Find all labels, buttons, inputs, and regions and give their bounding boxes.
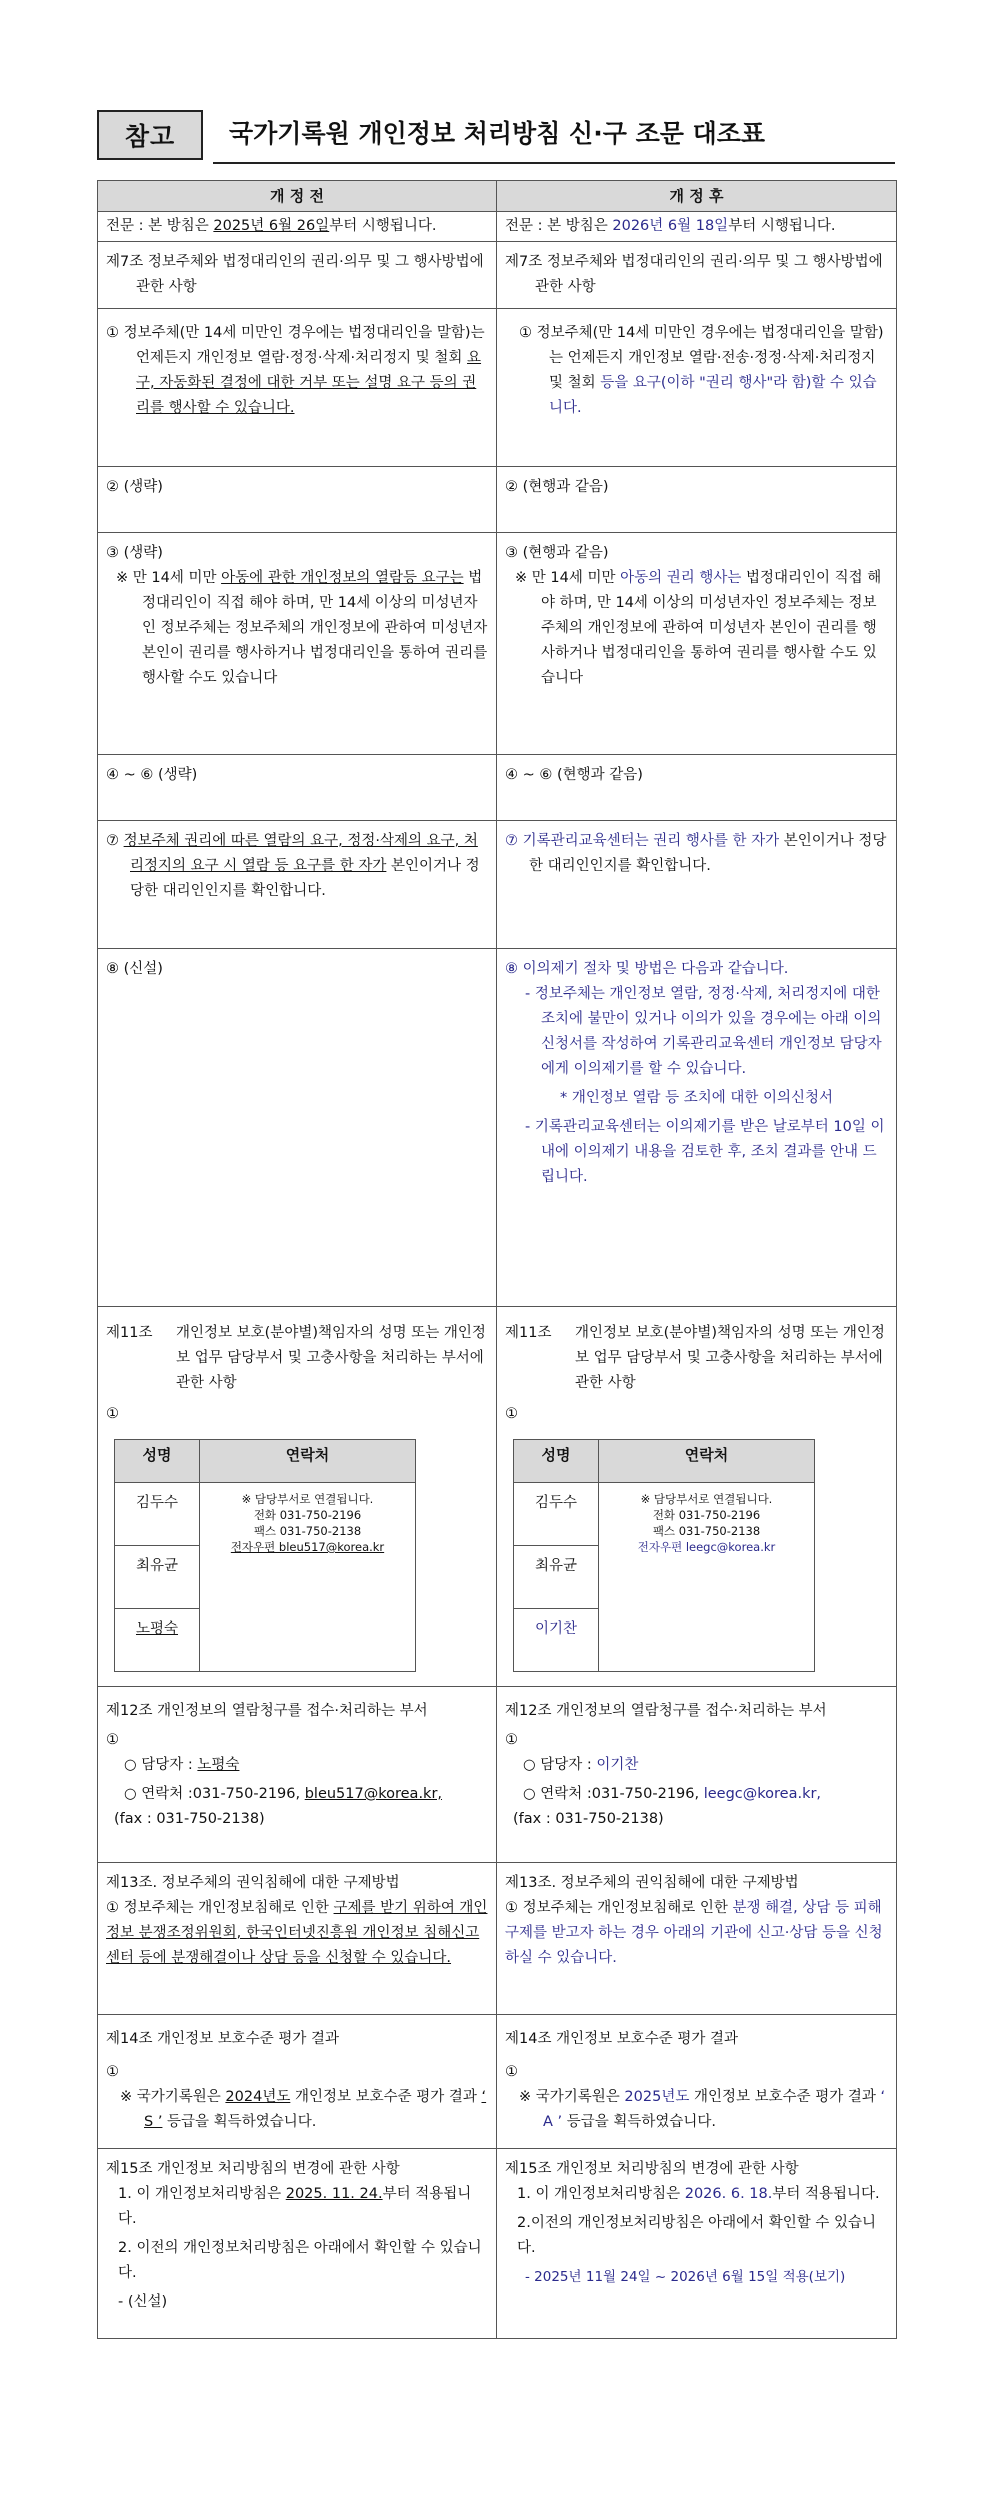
contact-info-before: ※ 담당부서로 연결됩니다. 전화 031-750-2196 팩스 031-750-2138 전자우편 bleu517@korea.kr [200,1483,416,1672]
clause4-6-after: ④ ~ ⑥ (현행과 같음) [497,755,897,821]
article13-after: 제13조. 정보주체의 권익침해에 대한 구제방법 ① 정보주체는 개인정보침해로 인한 분쟁 해결, 상담 등 피해 구제를 받고자 하는 경우 아래의 기관에 신고·상담 등을 신청하실 수 있습니다. [497,1863,897,2015]
previous-policy-link[interactable]: - 2025년 11월 24일 ~ 2026년 6월 15일 적용(보기) [525,2269,846,2285]
article14-before: 제14조 개인정보 보호수준 평가 결과 ① ※ 국가기록원은 2024년도 개인정보 보호수준 평가 결과 ‘ S ’ 등급을 획득하였습니다. [98,2015,497,2149]
clause7-before: ⑦ 정보주체 권리에 따른 열람의 요구, 정정·삭제의 요구, 처리정지의 요구 시 열람 등 요구를 한 자가 본인이거나 정당한 대리인인지를 확인합니다. [98,821,497,949]
article11-before: 제11조 개인정보 보호(분야별)책임자의 성명 또는 개인정보 업무 담당부서 및 고충사항을 처리하는 부서에 관한 사항 ① 성명 연락처 김두수 ※ 담당부서로 연결됩니다. 전화 031-750-2196 팩스 031-750-2138 전자우편 bleu517@korea.kr 최유균 노평숙 [98,1307,497,1687]
preamble-after: 전문 : 본 방침은 2026년 6월 18일부터 시행됩니다. [497,212,897,242]
article12-before: 제12조 개인정보의 열람청구를 접수·처리하는 부서 ① ○ 담당자 : 노평숙 ○ 연락처 :031-750-2196, bleu517@korea.kr, (fax : 031-750-2138) [98,1687,497,1863]
comparison-table [97,180,897,2339]
preamble-before: 전문 : 본 방침은 2025년 6월 26일부터 시행됩니다. [98,212,497,242]
clause1-after: ① 정보주체(만 14세 미만인 경우에는 법정대리인을 말함)는 언제든지 개인정보 열람·전송·정정·삭제·처리정지 및 철회 등을 요구(이하 "권리 행사"라 함)할 수 있습니다. [497,309,897,467]
article11-after: 제11조 개인정보 보호(분야별)책임자의 성명 또는 개인정보 업무 담당부서 및 고충사항을 처리하는 부서에 관한 사항 ① 성명 연락처 김두수 ※ 담당부서로 연결됩니다. 전화 031-750-2196 팩스 031-750-2138 전자우편 leegc@korea.kr 최유균 이기찬 [497,1307,897,1687]
effective-date-after: 2026년 6월 18일 [612,218,729,234]
column-header-after: 개 정 후 [497,181,897,212]
article14-after: 제14조 개인정보 보호수준 평가 결과 ① ※ 국가기록원은 2025년도 개인정보 보호수준 평가 결과 ‘ A ’ 등급을 획득하였습니다. [497,2015,897,2149]
effective-date-before: 2025년 6월 26일 [213,218,330,234]
clause2-after: ② (현행과 같음) [497,467,897,533]
column-header-before: 개 정 전 [98,181,497,212]
clause3-after: ③ (현행과 같음) ※ 만 14세 미만 아동의 권리 행사는 법정대리인이 직접 해야 하며, 만 14세 이상의 미성년자인 정보주체는 정보주체의 개인정보에 관하여 미성년자 본인이 권리를 행사하거나 법정대리인을 통하여 권리를 행사할 수도 있습니다 [497,533,897,755]
document-header [97,110,895,166]
clause3-before: ③ (생략) ※ 만 14세 미만 아동에 관한 개인정보의 열람등 요구는 법정대리인이 직접 해야 하며, 만 14세 이상의 미성년자인 정보주체는 정보주체의 개인정보에 관하여 미성년자 본인이 권리를 행사하거나 법정대리인을 통하여 권리를 행사할 수도 있습니다 [98,533,497,755]
clause8-before: ⑧ (신설) [98,949,497,1307]
article7-title-after: 제7조 정보주체와 법정대리인의 권리·의무 및 그 행사방법에 관한 사항 [497,242,897,309]
article15-after: 제15조 개인정보 처리방침의 변경에 관한 사항 1. 이 개인정보처리방침은 2026. 6. 18.부터 적용됩니다. 2.이전의 개인정보처리방침은 아래에서 확인할 수 있습니다. - 2025년 11월 24일 ~ 2026년 6월 15일 적용(보기) [497,2149,897,2339]
clause7-after: ⑦ 기록관리교육센터는 권리 행사를 한 자가 본인이거나 정당한 대리인인지를 확인합니다. [497,821,897,949]
contact-table-after: 성명 연락처 김두수 ※ 담당부서로 연결됩니다. 전화 031-750-2196 팩스 031-750-2138 전자우편 leegc@korea.kr 최유균 이기찬 [513,1439,815,1672]
clause1-before: ① 정보주체(만 14세 미만인 경우에는 법정대리인을 말함)는 언제든지 개인정보 열람·정정·삭제·처리정지 및 철회 요구, 자동화된 결정에 대한 거부 또는 설명 요구 등의 권리를 행사할 수 있습니다. [98,309,497,467]
contact-table-before: 성명 연락처 김두수 ※ 담당부서로 연결됩니다. 전화 031-750-2196 팩스 031-750-2138 전자우편 bleu517@korea.kr 최유균 노평숙 [114,1439,416,1672]
contact-info-after: ※ 담당부서로 연결됩니다. 전화 031-750-2196 팩스 031-750-2138 전자우편 leegc@korea.kr [599,1483,815,1672]
article15-before: 제15조 개인정보 처리방침의 변경에 관한 사항 1. 이 개인정보처리방침은 2025. 11. 24.부터 적용됩니다. 2. 이전의 개인정보처리방침은 아래에서 확인할 수 있습니다. - (신설) [98,2149,497,2339]
document-title: 국가기록원 개인정보 처리방침 신·구 조문 대조표 [229,119,766,148]
clause8-after: ⑧ 이의제기 절차 및 방법은 다음과 같습니다. - 정보주체는 개인정보 열람, 정정·삭제, 처리정지에 대한 조치에 불만이 있거나 이의가 있을 경우에는 아래 이의신청서를 작성하여 기록관리교육센터 개인정보 담당자에게 이의제기를 할 수 있습니다. * 개인정보 열람 등 조치에 대한 이의신청서 - 기록관리교육센터는 이의제기를 받은 날로부터 10일 이내에 이의제기 내용을 검토한 후, 조치 결과를 안내 드립니다. [497,949,897,1307]
reference-tag: 참고 [97,110,203,160]
article13-before: 제13조. 정보주체의 권익침해에 대한 구제방법 ① 정보주체는 개인정보침해로 인한 구제를 받기 위하여 개인정보 분쟁조정위원회, 한국인터넷진흥원 개인정보 침해신고센터 등에 분쟁해결이나 상담 등을 신청할 수 있습니다. [98,1863,497,2015]
article12-after: 제12조 개인정보의 열람청구를 접수·처리하는 부서 ① ○ 담당자 : 이기찬 ○ 연락처 :031-750-2196, leegc@korea.kr, (fax : 031-750-2138) [497,1687,897,1863]
clause2-before: ② (생략) [98,467,497,533]
article7-title-before: 제7조 정보주체와 법정대리인의 권리·의무 및 그 행사방법에 관한 사항 [98,242,497,309]
title-underline [213,162,895,164]
clause4-6-before: ④ ~ ⑥ (생략) [98,755,497,821]
